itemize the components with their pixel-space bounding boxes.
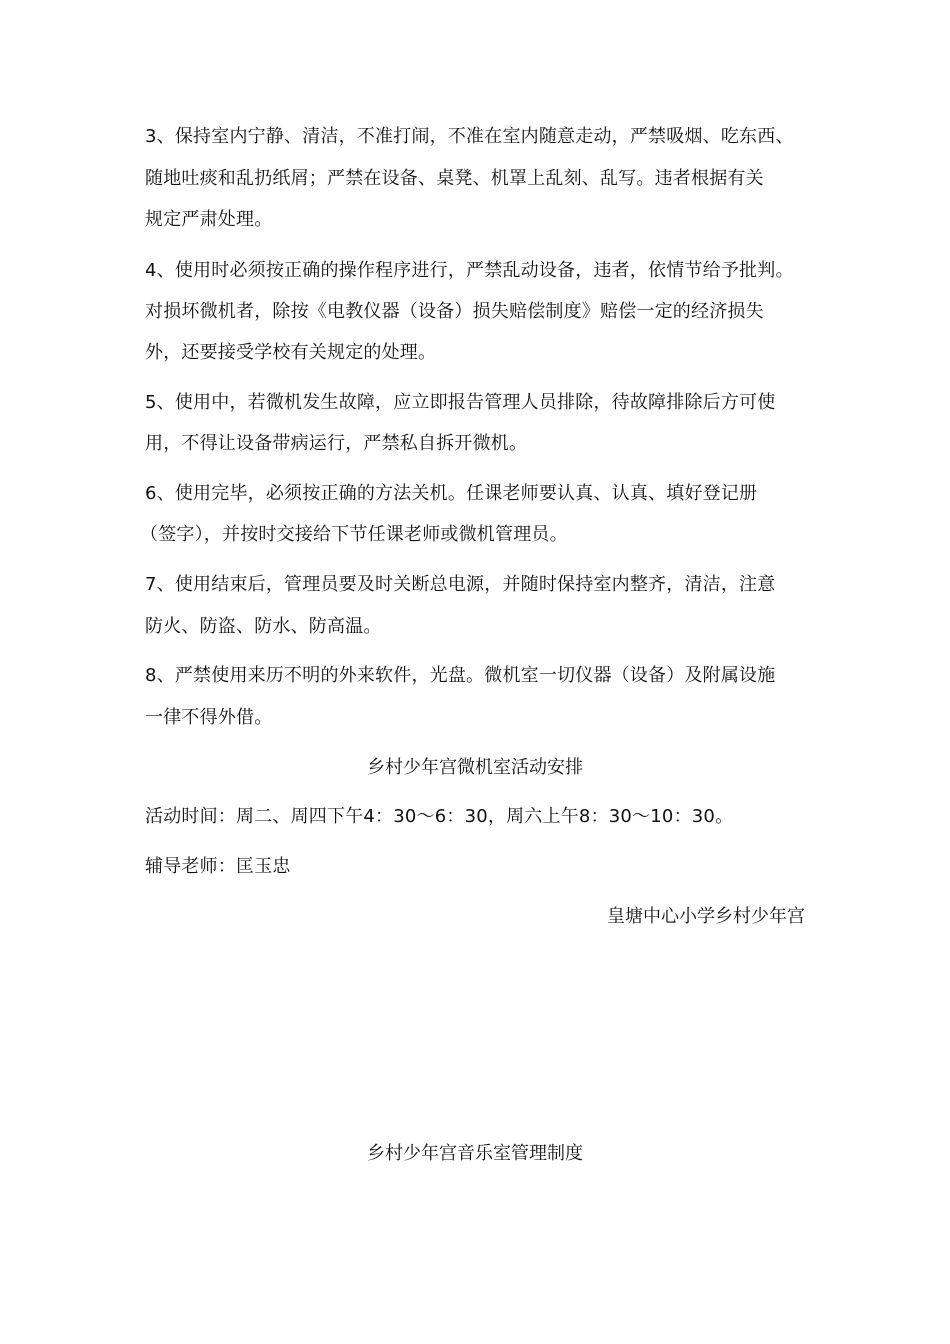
rule-3-line-2: 随地吐痰和乱扔纸屑；严禁在设备、桌凳、机罩上乱刻、乱写。违者根据有关 [145, 168, 764, 189]
activity-time: 活动时间：周二、周四下午4：30～6：30，周六上午8：30～10：30。 [145, 806, 734, 827]
rule-8-line-1: 8、严禁使用来历不明的外来软件，光盘。微机室一切仪器（设备）及附属设施 [145, 665, 776, 686]
rule-4-line-1: 4、使用时必须按正确的操作程序进行，严禁乱动设备，违者，依情节给予批判。 [145, 260, 794, 281]
rule-7-line-1: 7、使用结束后，管理员要及时关断总电源，并随时保持室内整齐，清洁，注意 [145, 574, 776, 595]
tutor: 辅导老师：匡玉忠 [145, 856, 291, 877]
schedule-title: 乡村少年宫微机室活动安排 [367, 757, 583, 778]
rule-3-line-3: 规定严肃处理。 [145, 209, 273, 230]
rule-7-line-2: 防火、防盗、防水、防高温。 [145, 616, 382, 637]
rule-4-line-2: 对损坏微机者，除按《电教仪器（设备）损失赔偿制度》赔偿一定的经济损失 [145, 301, 764, 322]
rule-6-line-2: （签字），并按时交接给下节任课老师或微机管理员。 [140, 524, 568, 545]
rule-6-line-1: 6、使用完毕，必须按正确的方法关机。任课老师要认真、认真、填好登记册 [145, 483, 758, 504]
rule-3-line-1: 3、保持室内宁静、清洁，不准打闹，不准在室内随意走动，严禁吸烟、吃东西、 [145, 126, 794, 147]
next-section-title: 乡村少年宫音乐室管理制度 [367, 1143, 583, 1164]
rule-8-line-2: 一律不得外借。 [145, 707, 273, 728]
signature: 皇塘中心小学乡村少年宫 [607, 906, 805, 927]
rule-5-line-2: 用，不得让设备带病运行，严禁私自拆开微机。 [145, 433, 528, 454]
rule-5-line-1: 5、使用中，若微机发生故障，应立即报告管理人员排除，待故障排除后方可使 [145, 392, 776, 413]
rule-4-line-3: 外，还要接受学校有关规定的处理。 [145, 342, 437, 363]
